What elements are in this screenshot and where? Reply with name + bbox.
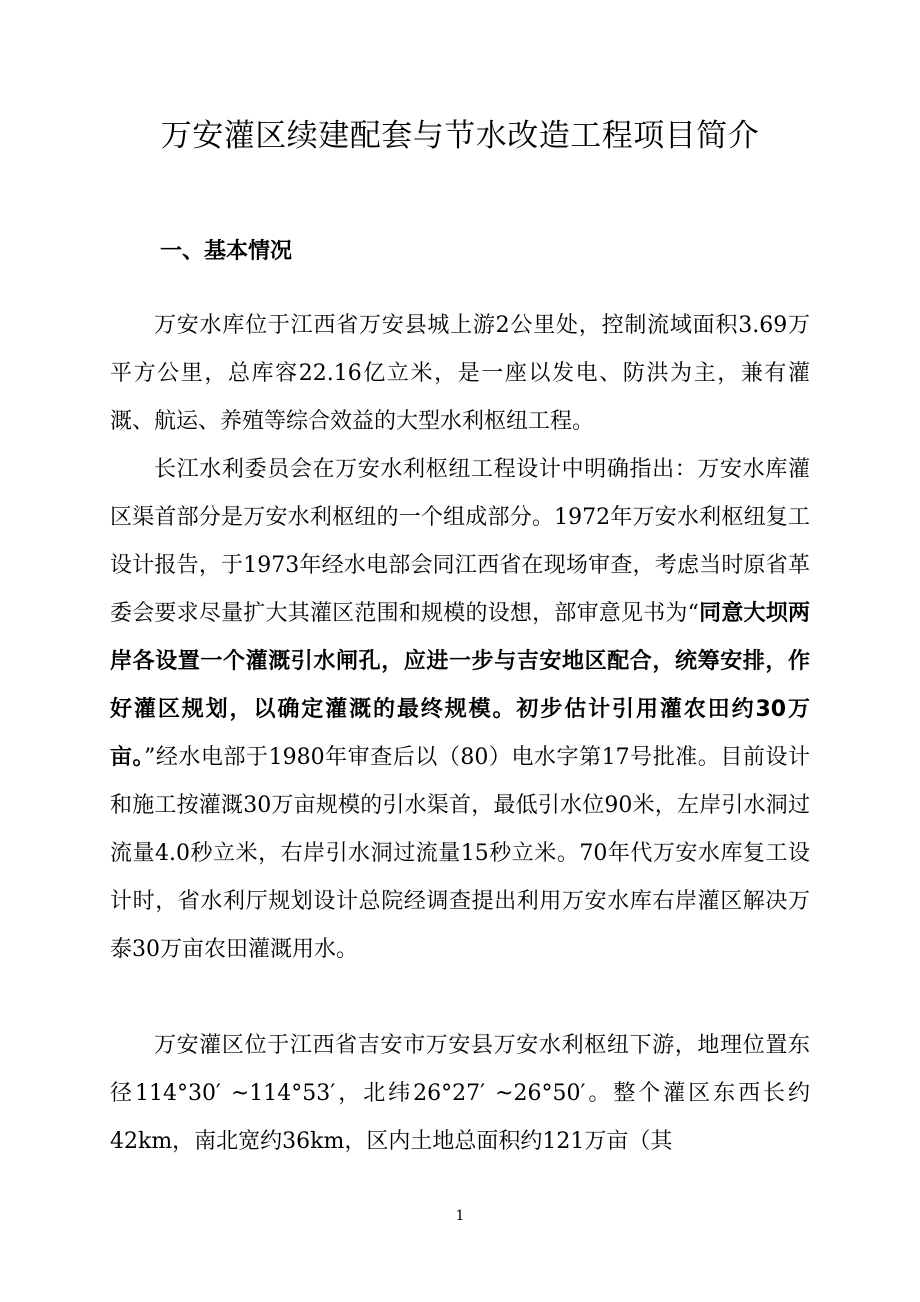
paragraph-irrigation-area-location: 万安灌区位于江西省吉安市万安县万安水利枢纽下游，地理位置东径114°30′ ~114°53′，北纬26°27′ ~26°50′。整个灌区东西长约42km，南北宽约36km，区内土地总面积约121万亩（其 [110, 1033, 810, 1154]
paragraph-reservoir-overview: 万安水库位于江西省万安县城上游2公里处，控制流域面积3.69万平方公里，总库容22.16亿立米，是一座以发电、防洪为主，兼有灌溉、航运、养殖等综合效益的大型水利枢纽工程。 [110, 313, 810, 434]
paragraph-rest-text: ”经水电部于1980年审查后以（80）电水字第17号批准。目前设计和施工按灌溉30万亩规模的引水渠首，最低引水位90米，左岸引水洞过流量4.0秒立米，右岸引水洞过流量15秒立米。70年代万安水库复工设计时，省水利厅规划设计总院经调查提出利用万安水库右岸灌区解决万泰30万亩农田灌溉用水。 [110, 745, 810, 962]
paragraph-intro-text: 长江水利委员会在万安水利枢纽工程设计中明确指出：万安水库灌区渠首部分是万安水利枢纽的一个组成部分。1972年万安水利枢纽复工设计报告，于1973年经水电部会同江西省在现场审查，考虑当时原省革委会要求尽量扩大其灌区范围和规模的设想，部审意见书为“ [110, 457, 810, 626]
page-number: 1 [455, 1208, 465, 1224]
approval-quote: 同意大坝两岸各设置一个灌溉引水闸孔，应进一步与吉安地区配合，统筹安排，作好灌区规划，以确定灌溉的最终规模。初步估计引用灌农田约30万亩。 [110, 601, 810, 770]
document-title: 万安灌区续建配套与节水改造工程项目简介 [160, 118, 760, 154]
paragraph-design-history [110, 446, 810, 974]
section-heading: 一、基本情况 [160, 239, 293, 264]
